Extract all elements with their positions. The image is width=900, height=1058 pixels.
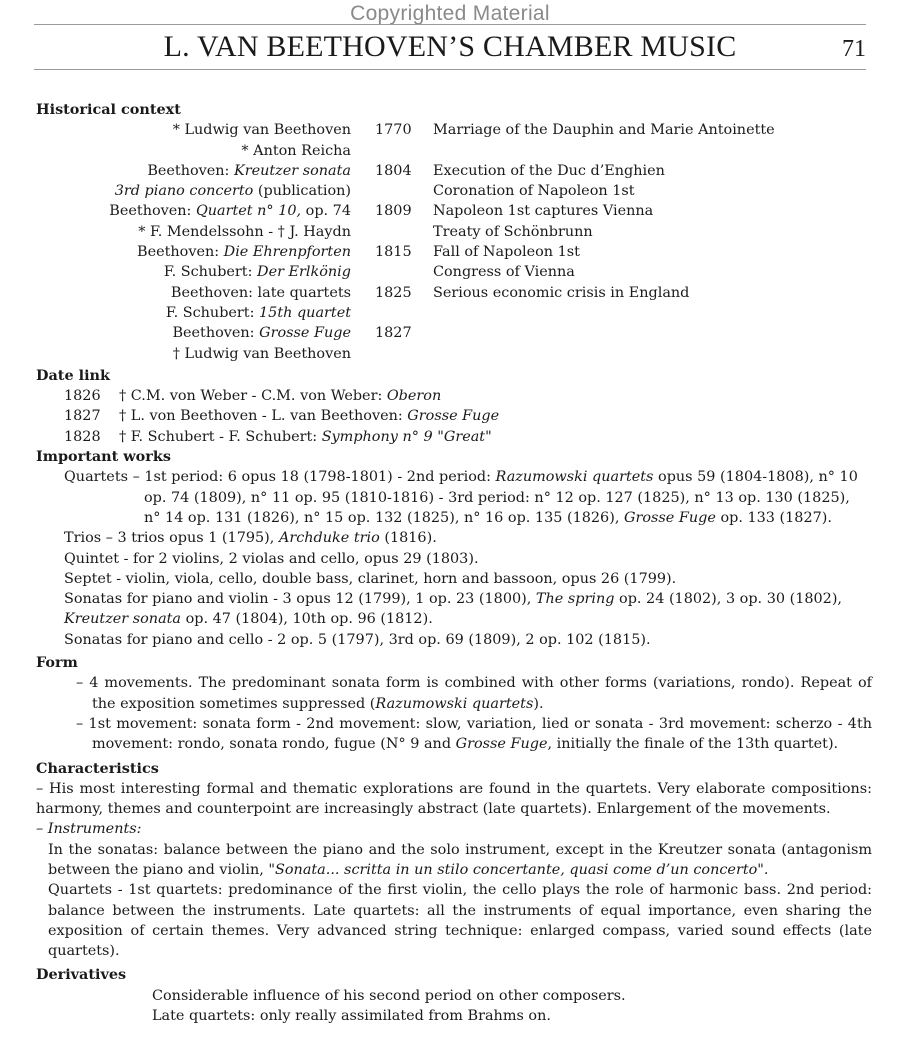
ctx-left-5: * F. Mendelssohn - † J. Haydn [138, 223, 351, 240]
ctx-left-11: † Ludwig van Beethoven [172, 345, 351, 362]
works-quintet: Quintet - for 2 violins, 2 violas and cello, opus 29 (1803). [64, 550, 479, 567]
ctx-year-4: 1809 [375, 203, 412, 220]
ctx-event-5: Treaty of Schönbrunn [433, 223, 593, 240]
works-trios: Trios – 3 trios opus 1 (1795), Archduke trio (1816). [64, 530, 437, 547]
works-heading: Important works [36, 448, 171, 466]
date-link-row: 1828 † F. Schubert - F. Schubert: Symphony n° 9 "Great" [64, 428, 492, 445]
header-rule [34, 69, 866, 70]
form-item: – 4 movements. The predominant sonata form is combined with other forms (variations, rondo). Repeat of the exposition sometimes suppressed (Razumowski quartets). [76, 675, 872, 712]
characteristics-body [36, 779, 872, 962]
ctx-left-3: 3rd piano concerto (publication) [114, 183, 351, 200]
works-quartets: Quartets – 1st period: 6 opus 18 (1798-1801) - 2nd period: Razumowski quartets opus 59 (1804-1808), n° 10 op. 74 (1809), n° 11 op. 95 (1810-1816) - 3rd period: n° 12 op. 127 (1825), n° 13 op. 130 (1825), n° 14 op. 131 (1826), n° 15 op. 132 (1825), n° 16 op. 135 (1826), Grosse Fuge op. 133 (1827). [64, 469, 858, 526]
historical-table [36, 120, 872, 364]
date-link-list [36, 386, 872, 447]
ctx-left-6: Beethoven: Die Ehrenpforten [137, 244, 351, 261]
ctx-event-2: Execution of the Duc d’Enghien [433, 162, 665, 179]
top-rule [34, 24, 866, 25]
derivatives-body [36, 986, 872, 1027]
form-heading: Form [36, 654, 78, 672]
form-list [36, 673, 872, 754]
characteristics-paragraph: Quartets - 1st quartets: predominance of the first violin, the cello plays the role of harmonic bass. 2nd period: balance between the instruments. Late quartets: all the instruments of equal importance, even sharing the exposition of certain themes. Very advanced string technique: enlarged compass, varied sound effects (late quartets). [48, 882, 872, 960]
ctx-event-7: Congress of Vienna [433, 264, 575, 281]
page-content [36, 100, 872, 1026]
ctx-year-10: 1827 [375, 325, 412, 342]
ctx-left-7: F. Schubert: Der Erlkönig [163, 264, 351, 281]
page-number: 71 [842, 36, 866, 62]
works-list [36, 467, 872, 650]
derivatives-heading: Derivatives [36, 966, 127, 984]
ctx-event-8: Serious economic crisis in England [433, 284, 690, 301]
date-link-row: 1827 † L. von Beethoven - L. van Beethoven: Grosse Fuge [64, 408, 500, 425]
ctx-year-6: 1815 [375, 244, 412, 261]
ctx-event-6: Fall of Napoleon 1st [433, 244, 580, 261]
derivatives-line: Late quartets: only really assimilated from Brahms on. [152, 1008, 551, 1025]
instruments-label: – Instruments: [36, 821, 142, 838]
characteristics-paragraph: – His most interesting formal and thematic explorations are found in the quartets. Very elaborate compositions: harmony, themes and counterpoint are increasingly abstract (late quartets). Enlargement of the movements. [36, 780, 872, 818]
works-sonatas-violin: Sonatas for piano and violin - 3 opus 12 (1799), 1 op. 23 (1800), The spring op. 24 (1802), 3 op. 30 (1802), Kreutzer sonata op. 47 (1804), 10th op. 96 (1812). [64, 591, 843, 628]
form-item: – 1st movement: sonata form - 2nd movement: slow, variation, lied or sonata - 3rd movement: scherzo - 4th movement: rondo, sonata rondo, fugue (N° 9 and Grosse Fuge, initially the finale of the 13th quartet). [76, 715, 872, 753]
ctx-event-0: Marriage of the Dauphin and Marie Antoinette [433, 122, 775, 139]
ctx-left-1: * Anton Reicha [241, 142, 351, 159]
works-sonatas-cello: Sonatas for piano and cello - 2 op. 5 (1797), 3rd op. 69 (1809), 2 op. 102 (1815). [64, 631, 651, 648]
date-link-row: 1826 † C.M. von Weber - C.M. von Weber: Oberon [64, 388, 442, 405]
characteristics-heading: Characteristics [36, 759, 159, 777]
ctx-left-9: F. Schubert: 15th quartet [165, 304, 351, 321]
copyright-watermark: Copyrighted Material [350, 2, 550, 25]
ctx-event-4: Napoleon 1st captures Vienna [433, 203, 654, 220]
ctx-left-0: * Ludwig van Beethoven [172, 122, 351, 139]
date-link-heading: Date link [36, 366, 110, 384]
historical-heading: Historical context [36, 101, 181, 118]
ctx-year-2: 1804 [375, 162, 412, 179]
page-title: L. VAN BEETHOVEN’S CHAMBER MUSIC [163, 30, 737, 63]
derivatives-line: Considerable influence of his second period on other composers. [152, 987, 626, 1004]
works-septet: Septet - violin, viola, cello, double bass, clarinet, horn and bassoon, opus 26 (1799). [64, 570, 677, 587]
ctx-left-10: Beethoven: Grosse Fuge [172, 325, 351, 342]
ctx-left-8: Beethoven: late quartets [170, 284, 351, 301]
ctx-year-8: 1825 [375, 284, 412, 301]
ctx-event-3: Coronation of Napoleon 1st [433, 183, 635, 200]
characteristics-paragraph: In the sonatas: balance between the piano and the solo instrument, except in the Kreutzer sonata (antagonism between the piano and violin, "Sonata... scritta in un stilo concertante, quasi come d’un concerto". [48, 841, 872, 878]
ctx-left-4: Beethoven: Quartet n° 10, op. 74 [109, 203, 351, 220]
ctx-left-2: Beethoven: Kreutzer sonata [147, 162, 351, 179]
ctx-year-0: 1770 [375, 122, 412, 139]
